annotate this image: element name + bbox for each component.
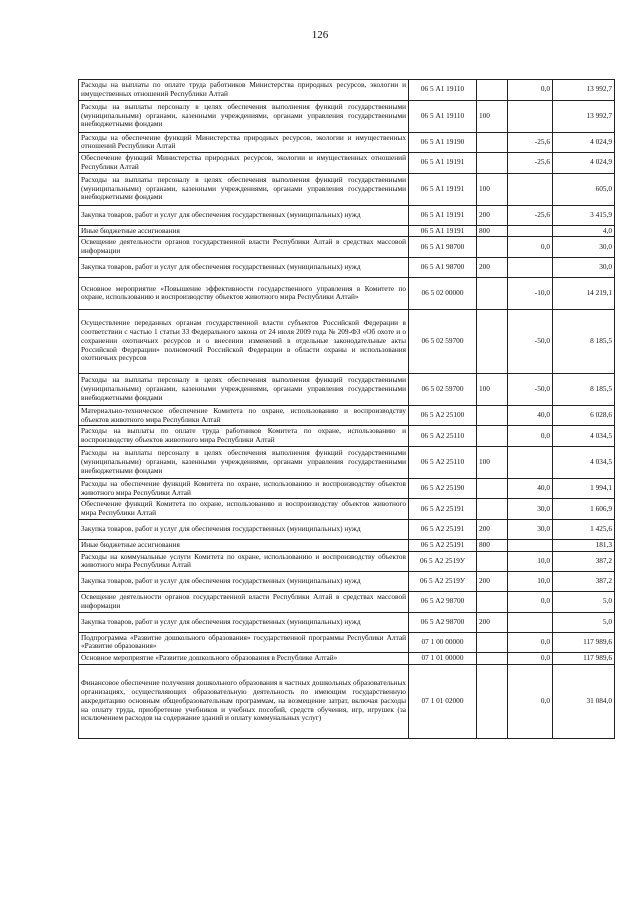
row-expense-type-cell: 100: [477, 446, 508, 478]
row-code-cell: 06 5 А2 25110: [409, 446, 477, 478]
row-code-cell: 06 5 А1 98700: [409, 257, 477, 277]
row-sum-cell: 30,0: [553, 257, 615, 277]
row-sum-cell: 1 994,1: [553, 478, 615, 499]
row-expense-type-cell: 100: [477, 100, 508, 132]
table-row: [79, 653, 615, 665]
table-row: [79, 499, 615, 520]
row-sum-cell: 605,0: [553, 173, 615, 205]
row-sum-cell: 13 992,7: [553, 80, 615, 101]
row-change-cell: 10,0: [508, 551, 553, 572]
table-row: [79, 153, 615, 174]
table-row: [79, 309, 615, 373]
row-name-cell: Финансовое обеспечение получения дошкольного образования в частных дошкольных образовательных организациях, осуществляющих образовательную деятельность по имеющим государственную аккредитацию основным общеобразовательным программам, на возмещение затрат, включая расходы на оплату труда, приобретение учебников и учебных пособий, средств обучения, игр, игрушек (за исключением расходов на содержание зданий и оплату коммунальных услуг): [79, 664, 409, 738]
row-change-cell: 0,0: [508, 237, 553, 258]
row-name-cell: Расходы на обеспечение функций Комитета по охране, использованию и воспроизводству объектов животного мира Республики Алтай: [79, 478, 409, 499]
row-code-cell: 06 5 А1 19191: [409, 153, 477, 174]
row-change-cell: -25,6: [508, 153, 553, 174]
row-sum-cell: 13 992,7: [553, 100, 615, 132]
row-code-cell: 06 5 А1 19110: [409, 100, 477, 132]
row-expense-type-cell: 100: [477, 373, 508, 405]
table-row: [79, 426, 615, 447]
table-row: [79, 173, 615, 205]
row-name-cell: Основное мероприятие «Развитие дошкольного образования в Республике Алтай»: [79, 653, 409, 665]
table-row: [79, 612, 615, 632]
row-code-cell: 06 5 А1 19191: [409, 173, 477, 205]
row-expense-type-cell: [477, 551, 508, 572]
row-sum-cell: 5,0: [553, 612, 615, 632]
row-sum-cell: 8 185,5: [553, 373, 615, 405]
row-sum-cell: 1 425,6: [553, 519, 615, 539]
row-expense-type-cell: 800: [477, 225, 508, 237]
row-change-cell: 10,0: [508, 572, 553, 592]
row-name-cell: Расходы на обеспечение функций Министерства природных ресурсов, экологии и имущественных отношений Республики Алтай: [79, 132, 409, 153]
row-code-cell: 06 5 А2 98700: [409, 592, 477, 613]
row-code-cell: 06 5 02 00000: [409, 277, 477, 309]
row-name-cell: Закупка товаров, работ и услуг для обеспечения государственных (муниципальных) нужд: [79, 572, 409, 592]
row-expense-type-cell: [477, 499, 508, 520]
row-sum-cell: 117 989,6: [553, 653, 615, 665]
row-name-cell: Закупка товаров, работ и услуг для обеспечения государственных (муниципальных) нужд: [79, 612, 409, 632]
table-row: [79, 405, 615, 426]
row-expense-type-cell: 200: [477, 257, 508, 277]
row-code-cell: 06 5 02 59700: [409, 309, 477, 373]
row-change-cell: [508, 612, 553, 632]
row-name-cell: Материально-техническое обеспечение Комитета по охране, использованию и воспроизводству объектов животного мира Республики Алтай: [79, 405, 409, 426]
row-sum-cell: 6 028,6: [553, 405, 615, 426]
row-sum-cell: 3 415,9: [553, 205, 615, 225]
budget-table-body: [79, 80, 615, 739]
row-change-cell: -25,6: [508, 205, 553, 225]
row-expense-type-cell: [477, 405, 508, 426]
row-code-cell: 07 1 01 00000: [409, 653, 477, 665]
table-row: [79, 100, 615, 132]
row-change-cell: 40,0: [508, 405, 553, 426]
table-row: [79, 551, 615, 572]
row-change-cell: 40,0: [508, 478, 553, 499]
table-row: [79, 132, 615, 153]
row-change-cell: -25,6: [508, 132, 553, 153]
row-expense-type-cell: [477, 653, 508, 665]
row-code-cell: 06 5 А1 19191: [409, 225, 477, 237]
row-sum-cell: 4 024,9: [553, 153, 615, 174]
page-number: 126: [311, 29, 329, 41]
table-row: [79, 539, 615, 551]
row-sum-cell: 4 034,5: [553, 446, 615, 478]
row-change-cell: 0,0: [508, 80, 553, 101]
row-name-cell: Иные бюджетные ассигнования: [79, 225, 409, 237]
row-code-cell: 07 1 01 02000: [409, 664, 477, 738]
row-name-cell: Закупка товаров, работ и услуг для обеспечения государственных (муниципальных) нужд: [79, 257, 409, 277]
budget-table: [78, 79, 615, 739]
row-name-cell: Обеспечение функций Комитета по охране, использованию и воспроизводству объектов животного мира Республики Алтай: [79, 499, 409, 520]
row-sum-cell: 117 989,6: [553, 632, 615, 653]
row-expense-type-cell: 800: [477, 539, 508, 551]
row-change-cell: -50,0: [508, 373, 553, 405]
row-change-cell: [508, 100, 553, 132]
table-row: [79, 478, 615, 499]
row-code-cell: 06 5 А2 25190: [409, 478, 477, 499]
row-expense-type-cell: [477, 426, 508, 447]
table-row: [79, 664, 615, 738]
row-name-cell: Осуществление переданных органам государственной власти субъектов Российской Федерации в соответствии с частью 1 статьи 33 Федерального закона от 24 июля 2009 года № 209-ФЗ «Об охоте и о сохранении охотничьих ресурсов и о внесении изменений в отдельные законодательные акты Российской Федерации» полномочий Российской Федерации в области охраны и использования охотничьих ресурсов: [79, 309, 409, 373]
row-name-cell: Расходы на выплаты персоналу в целях обеспечения выполнения функций государственными (муниципальными) органами, казенными учреждениями, органами управления государственными внебюджетными фондами: [79, 446, 409, 478]
table-row: [79, 277, 615, 309]
row-expense-type-cell: [477, 309, 508, 373]
table-row: [79, 632, 615, 653]
row-sum-cell: 4,0: [553, 225, 615, 237]
row-expense-type-cell: 100: [477, 173, 508, 205]
row-sum-cell: 4 034,5: [553, 426, 615, 447]
row-change-cell: 0,0: [508, 592, 553, 613]
row-expense-type-cell: [477, 632, 508, 653]
row-code-cell: 06 5 А1 19110: [409, 80, 477, 101]
row-sum-cell: 8 185,5: [553, 309, 615, 373]
row-sum-cell: 5,0: [553, 592, 615, 613]
row-code-cell: 06 5 02 59700: [409, 373, 477, 405]
row-expense-type-cell: [477, 478, 508, 499]
table-row: [79, 592, 615, 613]
row-code-cell: 06 5 А1 98700: [409, 237, 477, 258]
row-expense-type-cell: 200: [477, 572, 508, 592]
row-name-cell: Закупка товаров, работ и услуг для обеспечения государственных (муниципальных) нужд: [79, 519, 409, 539]
row-change-cell: -10,0: [508, 277, 553, 309]
row-code-cell: 06 5 А2 25191: [409, 499, 477, 520]
table-row: [79, 205, 615, 225]
row-code-cell: 06 5 А2 2519У: [409, 551, 477, 572]
row-sum-cell: 1 606,9: [553, 499, 615, 520]
table-row: [79, 257, 615, 277]
row-sum-cell: 387,2: [553, 551, 615, 572]
row-code-cell: 06 5 А2 25191: [409, 539, 477, 551]
row-change-cell: [508, 225, 553, 237]
row-code-cell: 06 5 А2 25191: [409, 519, 477, 539]
table-row: [79, 519, 615, 539]
table-row: [79, 572, 615, 592]
row-sum-cell: 181,3: [553, 539, 615, 551]
row-change-cell: 0,0: [508, 653, 553, 665]
row-code-cell: 06 5 А1 19190: [409, 132, 477, 153]
row-expense-type-cell: 200: [477, 612, 508, 632]
row-code-cell: 07 1 00 00000: [409, 632, 477, 653]
row-change-cell: 0,0: [508, 426, 553, 447]
row-expense-type-cell: [477, 277, 508, 309]
row-expense-type-cell: [477, 664, 508, 738]
row-code-cell: 06 5 А2 2519У: [409, 572, 477, 592]
row-expense-type-cell: [477, 237, 508, 258]
row-change-cell: 0,0: [508, 632, 553, 653]
row-expense-type-cell: [477, 80, 508, 101]
row-expense-type-cell: [477, 132, 508, 153]
row-name-cell: Освещение деятельности органов государственной власти Республики Алтай в средствах массовой информации: [79, 592, 409, 613]
row-sum-cell: 14 219,1: [553, 277, 615, 309]
table-row: [79, 80, 615, 101]
row-code-cell: 06 5 А2 25110: [409, 426, 477, 447]
row-code-cell: 06 5 А1 19191: [409, 205, 477, 225]
row-sum-cell: 4 024,9: [553, 132, 615, 153]
row-name-cell: Иные бюджетные ассигнования: [79, 539, 409, 551]
row-expense-type-cell: 200: [477, 519, 508, 539]
row-name-cell: Расходы на выплаты по оплате труда работников Комитета по охране, использованию и воспроизводству объектов животного мира Республики Алтай: [79, 426, 409, 447]
row-expense-type-cell: 200: [477, 205, 508, 225]
row-name-cell: Подпрограмма «Развитие дошкольного образования» государственной программы Республики Алтай «Развитие образования»: [79, 632, 409, 653]
row-sum-cell: 387,2: [553, 572, 615, 592]
table-row: [79, 237, 615, 258]
row-name-cell: Расходы на выплаты персоналу в целях обеспечения выполнения функций государственными (муниципальными) органами, казенными учреждениями, органами управления государственными внебюджетными фондами: [79, 100, 409, 132]
row-name-cell: Закупка товаров, работ и услуг для обеспечения государственных (муниципальных) нужд: [79, 205, 409, 225]
table-row: [79, 446, 615, 478]
row-change-cell: 0,0: [508, 664, 553, 738]
row-change-cell: [508, 446, 553, 478]
row-name-cell: Обеспечение функций Министерства природных ресурсов, экологии и имущественных отношений Республики Алтай: [79, 153, 409, 174]
row-change-cell: 30,0: [508, 499, 553, 520]
row-code-cell: 06 5 А2 25100: [409, 405, 477, 426]
row-name-cell: Расходы на коммунальные услуги Комитета по охране, использованию и воспроизводству объектов животного мира Республики Алтай: [79, 551, 409, 572]
row-expense-type-cell: [477, 592, 508, 613]
table-row: [79, 225, 615, 237]
row-name-cell: Расходы на выплаты по оплате труда работников Министерства природных ресурсов, экологии и имущественных отношений Республики Алтай: [79, 80, 409, 101]
row-name-cell: Расходы на выплаты персоналу в целях обеспечения выполнения функций государственными (муниципальными) органами, казенными учреждениями, органами управления государственными внебюджетными фондами: [79, 373, 409, 405]
row-change-cell: [508, 539, 553, 551]
row-sum-cell: 30,0: [553, 237, 615, 258]
row-change-cell: -50,0: [508, 309, 553, 373]
row-name-cell: Основное мероприятие «Повышение эффективности государственного управления в Комитете по охране, использованию и воспроизводству объектов животного мира Республики Алтай»: [79, 277, 409, 309]
row-change-cell: [508, 257, 553, 277]
row-code-cell: 06 5 А2 98700: [409, 612, 477, 632]
row-expense-type-cell: [477, 153, 508, 174]
table-row: [79, 373, 615, 405]
row-name-cell: Освещение деятельности органов государственной власти Республики Алтай в средствах массовой информации: [79, 237, 409, 258]
row-name-cell: Расходы на выплаты персоналу в целях обеспечения выполнения функций государственными (муниципальными) органами, казенными учреждениями, органами управления государственными внебюджетными фондами: [79, 173, 409, 205]
row-sum-cell: 31 084,0: [553, 664, 615, 738]
row-change-cell: 30,0: [508, 519, 553, 539]
row-change-cell: [508, 173, 553, 205]
